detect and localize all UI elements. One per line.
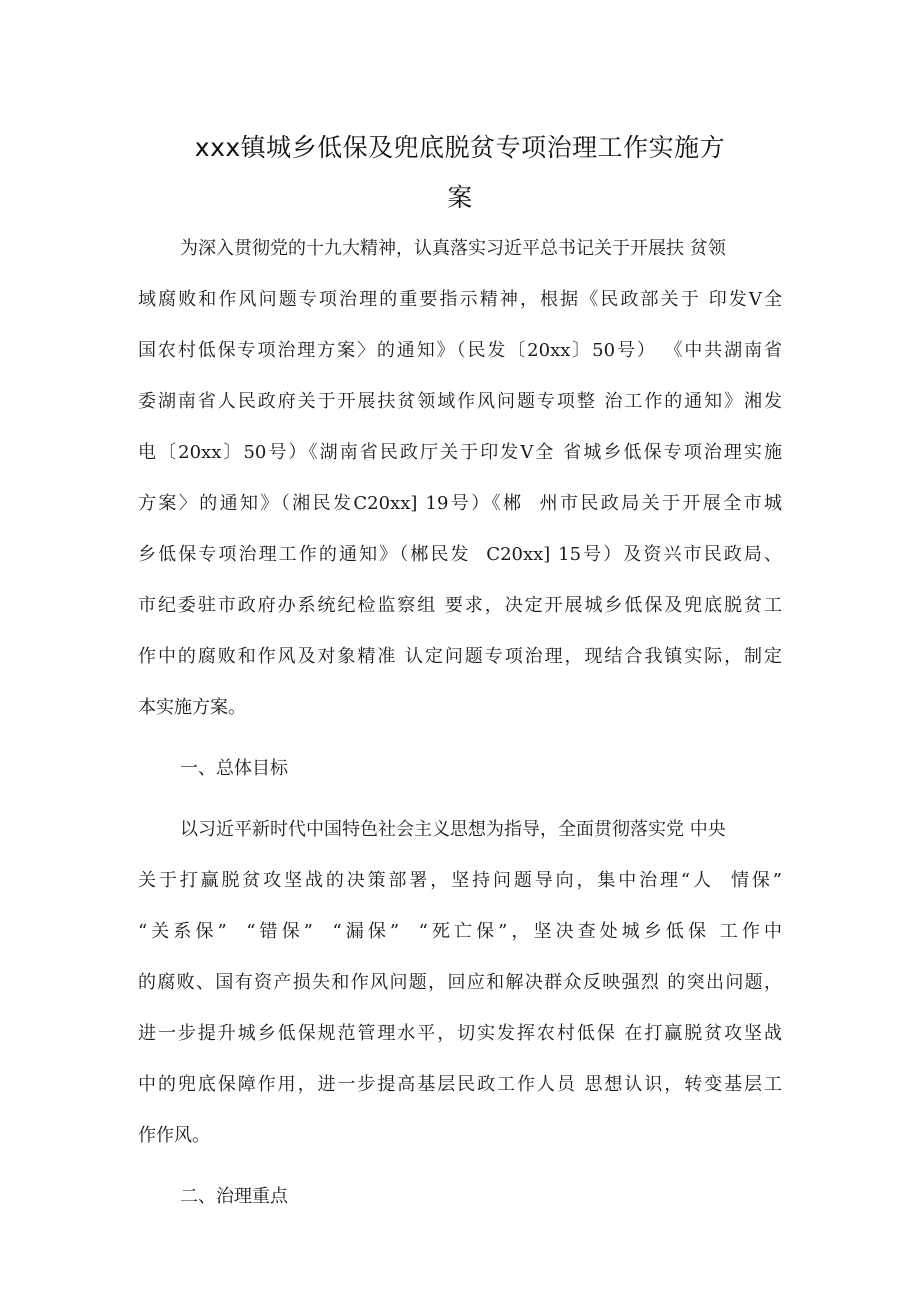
section-heading-focus: 二、治理重点	[180, 1186, 288, 1207]
document-title-line-2: 案	[447, 183, 473, 212]
paragraph-line: 国农村低保专项治理方案〉的通知》（民发〔20xx〕50号） 《中共湖南省	[138, 340, 782, 361]
paragraph-line: “关系保” “错保” “漏保” “死亡保”，坚决查处城乡低保 工作中	[138, 921, 782, 942]
paragraph-line: 进一步提升城乡低保规范管理水平，切实发挥农村低保 在打赢脱贫攻坚战	[138, 1023, 782, 1044]
paragraph-line: 电〔20xx〕50号）《湖南省民政厅关于印发V全 省城乡低保专项治理实施	[138, 442, 782, 463]
paragraph-line: 关于打赢脱贫攻坚战的决策部署，坚持问题导向，集中治理“人 情保”	[138, 870, 782, 891]
paragraph-line: 的腐败、国有资产损失和作风问题，回应和解决群众反映强烈 的突出问题，	[138, 972, 782, 993]
paragraph-line: 方案〉的通知》（湘民发C20xx] 19号）《郴 州市民政局关于开展全市城	[138, 493, 782, 514]
paragraph-line: 中的兜底保障作用，进一步提高基层民政工作人员 思想认识，转变基层工	[138, 1074, 782, 1095]
paragraph-line: 域腐败和作风问题专项治理的重要指示精神，根据《民政部关于 印发V全	[138, 289, 782, 310]
paragraph-line: 市纪委驻市政府办系统纪检监察组 要求，决定开展城乡低保及兜底脱贫工	[138, 595, 782, 616]
paragraph-line: 作中的腐败和作风及对象精准 认定问题专项治理，现结合我镇实际，制定	[138, 646, 782, 667]
paragraph-line: 本实施方案。	[138, 697, 246, 718]
paragraph-line: 乡低保专项治理工作的通知》（郴民发 C20xx] 15号）及资兴市民政局、	[138, 544, 782, 565]
paragraph-line: 为深入贯彻党的十九大精神，认真落实习近平总书记关于开展扶 贫领	[180, 238, 726, 259]
document-title-line-1: xxx镇城乡低保及兜底脱贫专项治理工作实施方	[194, 133, 726, 162]
paragraph-line: 委湖南省人民政府关于开展扶贫领域作风问题专项整 治工作的通知》湘发	[138, 391, 782, 412]
section-heading-goals: 一、总体目标	[180, 758, 288, 779]
paragraph-line: 作作风。	[138, 1125, 210, 1146]
paragraph-line: 以习近平新时代中国特色社会主义思想为指导，全面贯彻落实党 中央	[180, 819, 726, 840]
